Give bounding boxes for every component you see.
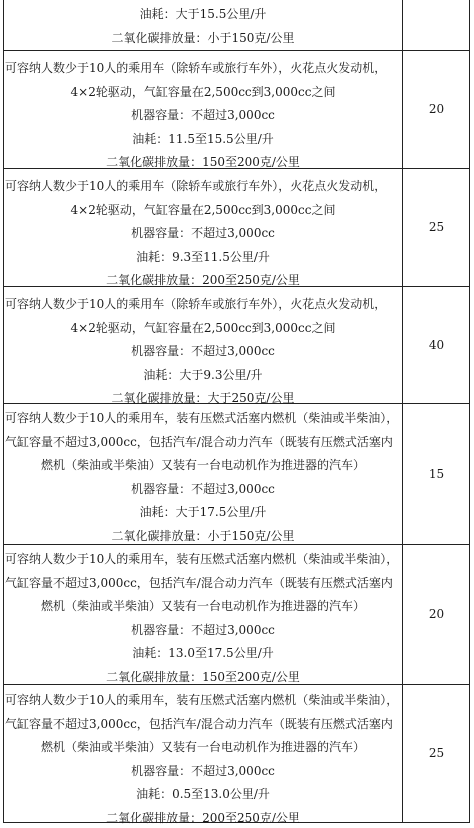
description-line: 二氧化碳排放量：200至250克/公里	[106, 273, 300, 288]
tax-rate-cell: 25	[428, 746, 445, 760]
description-line: 二氧化碳排放量：150至200克/公里	[106, 155, 300, 170]
description-line: 4×2轮驱动，气缸容量在2,500cc到3,000cc之间	[70, 84, 336, 99]
description-line: 气缸容量不超过3,000cc，包括汽车/混合动力汽车（既装有压燃式活塞内	[5, 716, 393, 731]
description-line: 可容纳人数少于10人的乘用车（除轿车或旅行车外），火花点火发动机，	[5, 61, 387, 75]
description-line: 机器容量：不超过3,000cc	[131, 226, 275, 241]
description-line: 二氧化碳排放量：200至250克/公里	[106, 811, 300, 825]
table-border-right	[469, 0, 470, 822]
tax-rate-cell: 25	[428, 220, 445, 234]
description-line: 可容纳人数少于10人的乘用车（除轿车或旅行车外），火花点火发动机，	[5, 179, 387, 193]
description-line: 油耗：大于9.3公里/升	[143, 367, 263, 382]
description-line: 机器容量：不超过3,000cc	[131, 622, 275, 637]
description-line: 机器容量：不超过3,000cc	[131, 481, 275, 496]
description-line: 二氧化碳排放量：大于250克/公里	[111, 391, 295, 406]
description-line: 机器容量：不超过3,000cc	[131, 108, 275, 123]
description-line: 可容纳人数少于10人的乘用车，装有压燃式活塞内燃机（柴油或半柴油），	[5, 411, 399, 425]
description-line: 可容纳人数少于10人的乘用车（除轿车或旅行车外），火花点火发动机，	[5, 297, 387, 311]
description-line: 油耗：0.5至13.0公里/升	[136, 787, 270, 802]
description-line: 二氧化碳排放量：150至200克/公里	[106, 670, 300, 684]
description-line: 气缸容量不超过3,000cc，包括汽车/混合动力汽车（既装有压燃式活塞内	[5, 434, 393, 449]
description-line: 油耗：大于17.5公里/升	[139, 505, 267, 520]
tax-rate-cell: 20	[428, 607, 445, 621]
description-line: 油耗：大于15.5公里/升	[139, 7, 267, 21]
description-line: 机器容量：不超过3,000cc	[131, 763, 275, 778]
description-line: 二氧化碳排放量：小于150克/公里	[111, 529, 295, 543]
tariff-table	[3, 0, 470, 824]
description-line: 燃机（柴油或半柴油）又装有一台电动机作为推进器的汽车）	[40, 599, 365, 614]
description-line: 油耗：11.5至15.5公里/升	[132, 131, 274, 146]
description-line: 二氧化碳排放量：小于150克/公里	[111, 30, 295, 45]
tax-rate-cell: 15	[428, 466, 445, 481]
tax-rate-cell: 20	[428, 102, 445, 116]
description-cell	[4, 403, 402, 544]
description-line: 燃机（柴油或半柴油）又装有一台电动机作为推进器的汽车）	[40, 740, 365, 755]
description-cell	[4, 684, 402, 825]
description-line: 油耗：9.3至11.5公里/升	[136, 249, 270, 264]
description-line: 机器容量：不超过3,000cc	[131, 344, 275, 359]
description-line: 4×2轮驱动，气缸容量在2,500cc到3,000cc之间	[70, 320, 336, 335]
description-cell	[4, 0, 402, 50]
description-line: 油耗：13.0至17.5公里/升	[132, 646, 274, 661]
description-line: 气缸容量不超过3,000cc，包括汽车/混合动力汽车（既装有压燃式活塞内	[5, 575, 393, 590]
description-line: 4×2轮驱动，气缸容量在2,500cc到3,000cc之间	[70, 202, 336, 217]
description-line: 可容纳人数少于10人的乘用车，装有压燃式活塞内燃机（柴油或半柴油），	[5, 693, 399, 707]
description-line: 可容纳人数少于10人的乘用车，装有压燃式活塞内燃机（柴油或半柴油），	[5, 552, 399, 566]
description-cell	[4, 168, 402, 286]
description-line: 燃机（柴油或半柴油）又装有一台电动机作为推进器的汽车）	[40, 458, 365, 473]
description-cell	[4, 50, 402, 168]
description-cell	[4, 286, 402, 406]
description-cell	[4, 544, 402, 684]
tax-rate-cell: 40	[428, 337, 445, 352]
